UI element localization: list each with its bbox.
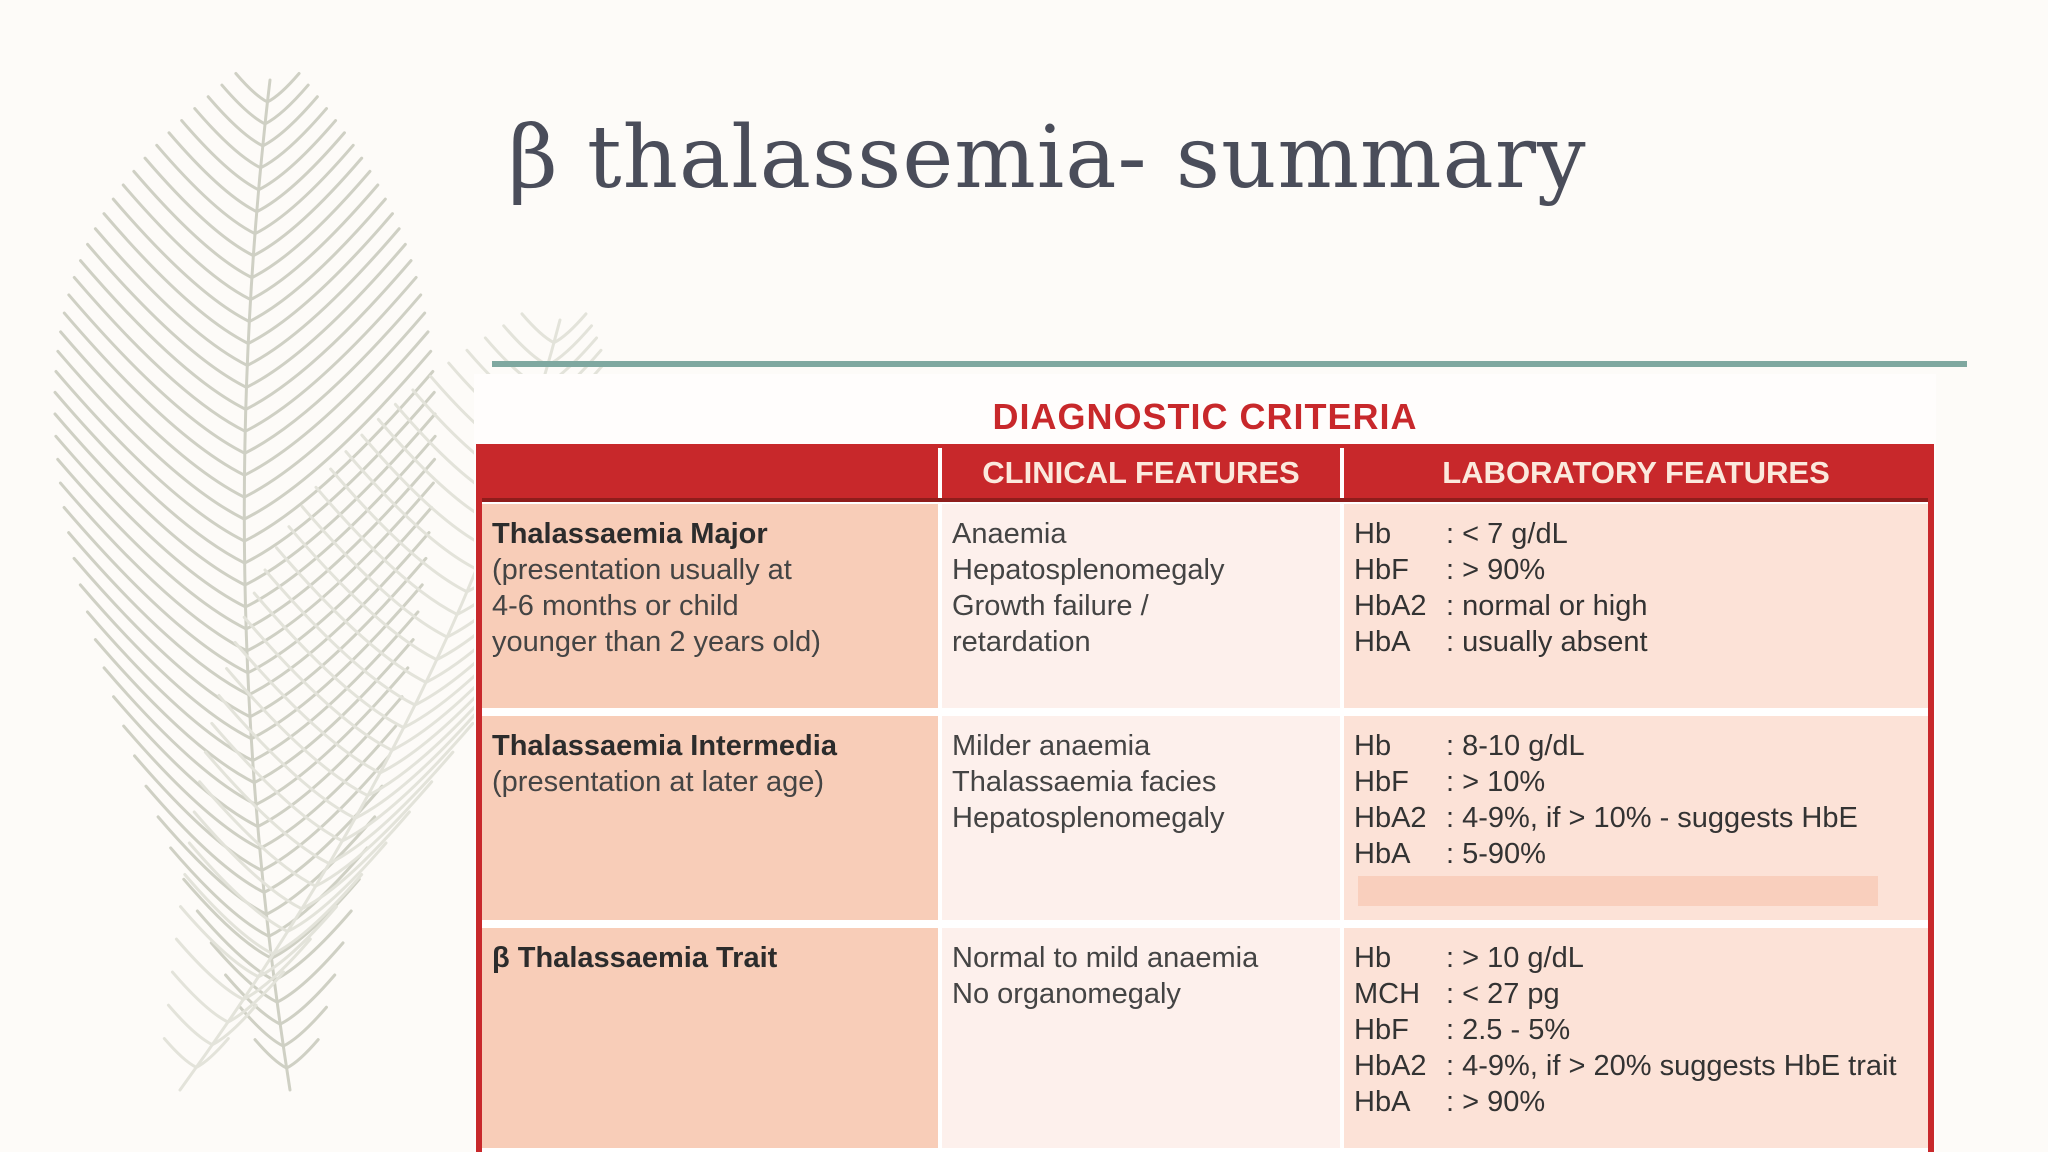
clinical-feature: Hepatosplenomegaly: [952, 554, 1225, 586]
lab-value: : > 10%: [1446, 766, 1546, 798]
condition-note: (presentation at later age): [492, 766, 825, 798]
lab-value-row: [1354, 552, 1918, 588]
clinical-feature: Thalassaemia facies: [952, 766, 1217, 798]
lab-parameter: Hb: [1354, 942, 1392, 974]
header-empty: [482, 448, 938, 498]
lab-value: : normal or high: [1446, 590, 1648, 622]
clinical-feature: Growth failure /: [952, 590, 1149, 622]
clinical-feature: Anaemia: [952, 518, 1067, 550]
lab-parameter: HbF: [1354, 766, 1409, 798]
row-condition-cell: [482, 716, 938, 920]
clinical-feature: Hepatosplenomegaly: [952, 802, 1225, 834]
lab-parameter: Hb: [1354, 730, 1392, 762]
lab-parameter: HbA2: [1354, 802, 1427, 834]
lab-parameter: HbA2: [1354, 590, 1427, 622]
lab-parameter: HbA: [1354, 838, 1411, 870]
condition-name: Thalassaemia Major: [492, 518, 768, 550]
criteria-table: [476, 444, 1934, 1152]
lab-value-row: [1354, 588, 1918, 624]
lab-value: : > 10 g/dL: [1446, 942, 1584, 974]
highlight-band: [1358, 876, 1878, 906]
lab-parameter: HbA2: [1354, 1050, 1427, 1082]
row-clinical-cell: [942, 504, 1340, 708]
lab-value-row: [1354, 1048, 1918, 1084]
lab-value-row: [1354, 624, 1918, 660]
lab-value: : > 90%: [1446, 1086, 1546, 1118]
lab-parameter: Hb: [1354, 518, 1392, 550]
lab-value: : < 27 pg: [1446, 978, 1560, 1010]
condition-note: 4-6 months or child: [492, 590, 739, 622]
row-clinical-cell: [942, 928, 1340, 1148]
lab-parameter: MCH: [1354, 978, 1421, 1010]
lab-value: : > 90%: [1446, 554, 1546, 586]
clinical-feature: Normal to mild anaemia: [952, 942, 1259, 974]
lab-value: : 8-10 g/dL: [1446, 730, 1585, 762]
lab-value-row: [1354, 1012, 1918, 1048]
slide-title: β thalassemia- summary: [508, 108, 1587, 208]
lab-value-row: [1354, 800, 1918, 836]
lab-value-row: [1354, 516, 1918, 552]
lab-value: : 4-9%, if > 20% suggests HbE trait: [1446, 1050, 1897, 1082]
lab-value-row: [1354, 976, 1918, 1012]
lab-parameter: HbF: [1354, 1014, 1409, 1046]
header-laboratory: LABORATORY FEATURES: [1344, 448, 1928, 498]
title-divider: [492, 361, 1967, 367]
header-clinical: CLINICAL FEATURES: [942, 448, 1340, 498]
diagnostic-criteria-figure: [474, 374, 1936, 1152]
row-condition-cell: [482, 928, 938, 1148]
lab-value-row: [1354, 940, 1918, 976]
lab-value: : 4-9%, if > 10% - suggests HbE: [1446, 802, 1858, 834]
lab-value-row: [1354, 728, 1918, 764]
figure-title: DIAGNOSTIC CRITERIA: [992, 396, 1418, 437]
condition-note: (presentation usually at: [492, 554, 792, 586]
lab-value: : 5-90%: [1446, 838, 1546, 870]
lab-parameter: HbA: [1354, 626, 1411, 658]
row-clinical-cell: [942, 716, 1340, 920]
condition-note: younger than 2 years old): [492, 626, 821, 658]
lab-value: : 2.5 - 5%: [1446, 1014, 1571, 1046]
condition-name: Thalassaemia Intermedia: [492, 730, 837, 762]
row-condition-cell: [482, 504, 938, 708]
lab-value-row: [1354, 1084, 1918, 1120]
lab-value: : usually absent: [1446, 626, 1648, 658]
condition-name: β Thalassaemia Trait: [492, 942, 778, 974]
lab-parameter: HbF: [1354, 554, 1409, 586]
lab-value-row: [1354, 764, 1918, 800]
lab-parameter: HbA: [1354, 1086, 1411, 1118]
lab-value-row: [1354, 836, 1918, 872]
lab-value: : < 7 g/dL: [1446, 518, 1568, 550]
clinical-feature: Milder anaemia: [952, 730, 1151, 762]
row-laboratory-cell: [1344, 504, 1928, 708]
clinical-feature: No organomegaly: [952, 978, 1181, 1010]
clinical-feature: retardation: [952, 626, 1091, 658]
header-underline: [482, 498, 1928, 502]
row-laboratory-cell: [1344, 928, 1928, 1148]
